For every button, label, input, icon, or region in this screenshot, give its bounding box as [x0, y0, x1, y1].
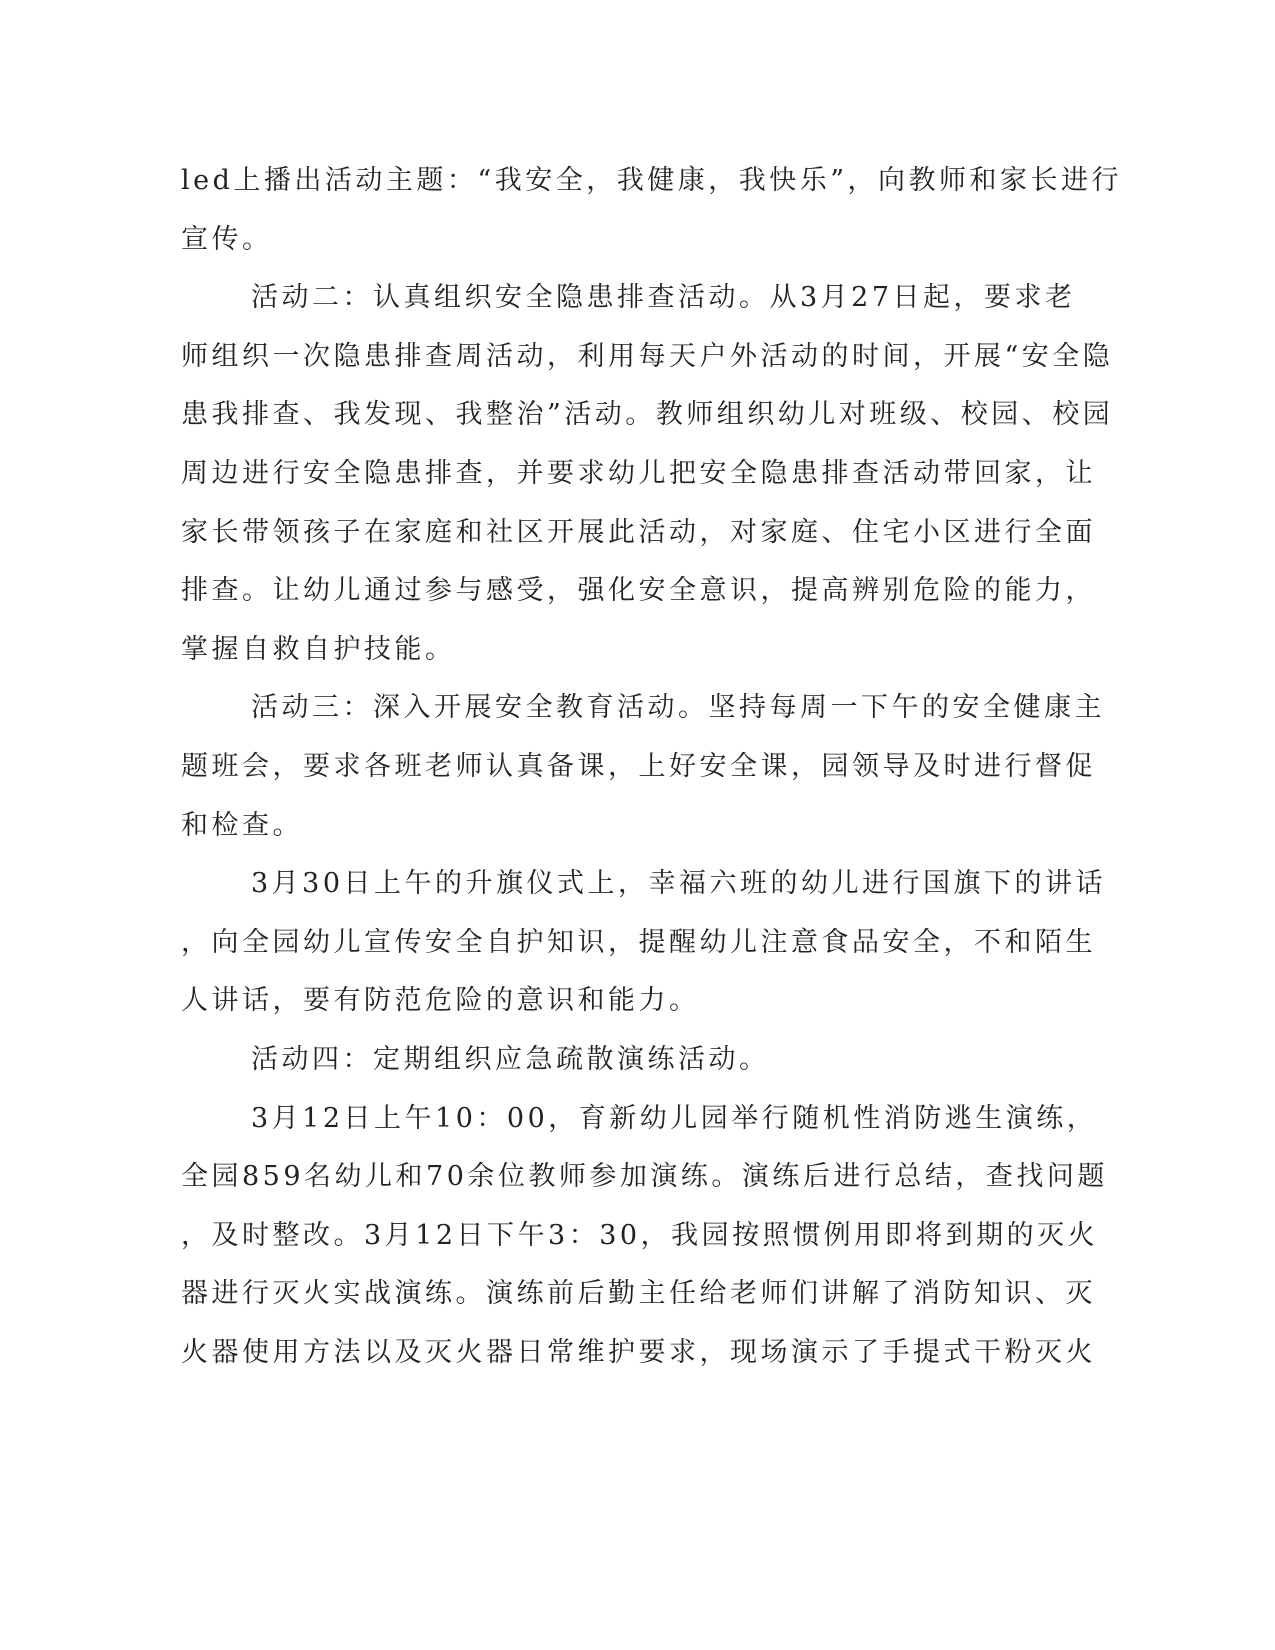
paragraph-fire-drill [181, 1090, 1108, 1383]
text-line: 3月30日上午的升旗仪式上，幸福六班的幼儿进行国旗下的讲话 [251, 868, 1107, 900]
text-line: ，向全园幼儿宣传安全自护知识，提醒幼儿注意食品安全，不和陌生 [181, 926, 1096, 958]
text-line: 师组织一次隐患排查周活动，利用每天户外活动的时间，开展“安全隐 [181, 340, 1114, 372]
text-line: 家长带领孩子在家庭和社区开展此活动，对家庭、住宅小区进行全面 [181, 516, 1096, 548]
text-line: 题班会，要求各班老师认真备课，上好安全课，园领导及时进行督促 [181, 750, 1096, 782]
text-line: 活动二：认真组织安全隐患排查活动。从3月27日起，要求老 [251, 282, 1076, 314]
text-line: ，及时整改。3月12日下午3：30，我园按照惯例用即将到期的灭火 [181, 1219, 1099, 1251]
text-line: 器进行灭火实战演练。演练前后勤主任给老师们讲解了消防知识、灭 [181, 1278, 1096, 1310]
text-line: 人讲话，要有防范危险的意识和能力。 [181, 985, 700, 1017]
text-line: 活动四：定期组织应急疏散演练活动。 [251, 1043, 770, 1075]
text-line: 活动三：深入开展安全教育活动。坚持每周一下午的安全健康主 [251, 692, 1105, 724]
text-line: 周边进行安全隐患排查，并要求幼儿把安全隐患排查活动带回家，让 [181, 457, 1096, 489]
paragraph-led-broadcast [181, 152, 1123, 269]
text-line: 3月12日上午10：00，育新幼儿园举行随机性消防逃生演练， [251, 1102, 1098, 1134]
text-line: 宣传。 [181, 223, 273, 255]
paragraph-flag-ceremony [181, 855, 1107, 1031]
paragraph-activity-two [181, 269, 1114, 679]
text-line: led上播出活动主题：“我安全，我健康，我快乐”，向教师和家长进行 [181, 165, 1123, 196]
document-body [181, 152, 1123, 1382]
paragraph-activity-three [181, 679, 1105, 855]
text-line: 掌握自救自护技能。 [181, 633, 456, 665]
text-line: 火器使用方法以及灭火器日常维护要求，现场演示了手提式干粉灭火 [181, 1336, 1096, 1368]
text-line: 排查。让幼儿通过参与感受，强化安全意识，提高辨别危险的能力， [181, 575, 1096, 607]
text-line: 患我排查、我发现、我整治”活动。教师组织幼儿对班级、校园、校园 [181, 399, 1114, 431]
text-line: 全园859名幼儿和70余位教师参加演练。演练后进行总结，查找问题 [181, 1161, 1108, 1193]
paragraph-activity-four [181, 1031, 1031, 1090]
text-line: 和检查。 [181, 809, 303, 841]
